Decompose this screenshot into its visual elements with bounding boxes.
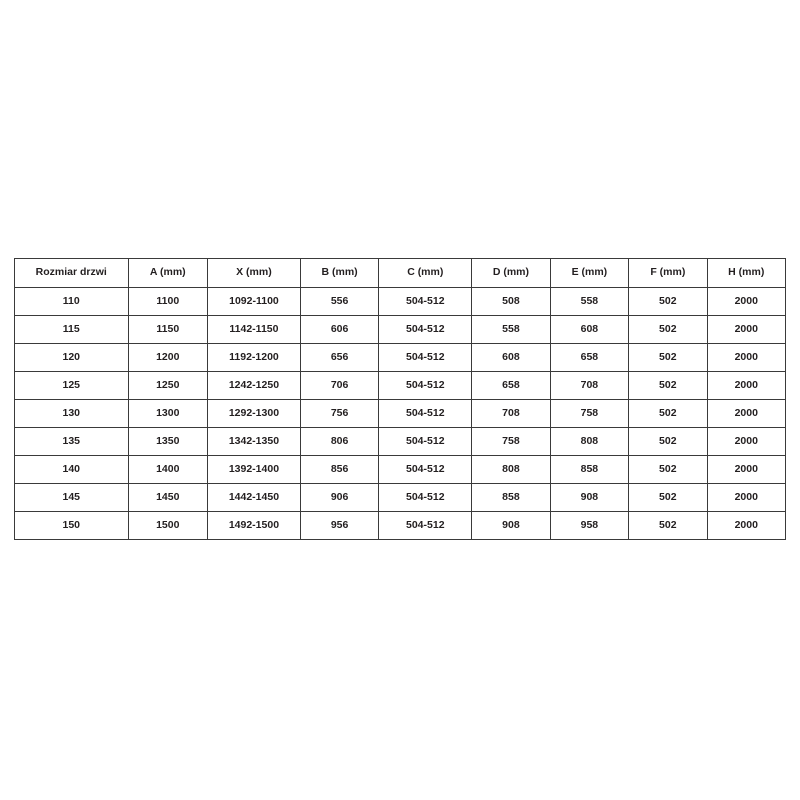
table-row [15,372,786,400]
cell-x: 1192-1200 [208,344,301,372]
cell-c: 504-512 [379,316,472,344]
cell-f: 502 [629,512,707,540]
cell-d: 858 [472,484,550,512]
table-row [15,316,786,344]
cell-a: 1400 [128,456,207,484]
cell-x: 1092-1100 [208,288,301,316]
cell-x: 1292-1300 [208,400,301,428]
cell-x: 1342-1350 [208,428,301,456]
cell-h: 2000 [707,512,785,540]
cell-c: 504-512 [379,456,472,484]
cell-c: 504-512 [379,484,472,512]
cell-x: 1142-1150 [208,316,301,344]
cell-h: 2000 [707,372,785,400]
cell-f: 502 [629,428,707,456]
cell-f: 502 [629,484,707,512]
cell-a: 1100 [128,288,207,316]
table-row [15,512,786,540]
table-row [15,344,786,372]
table-row [15,288,786,316]
cell-f: 502 [629,456,707,484]
cell-f: 502 [629,288,707,316]
cell-e: 708 [550,372,628,400]
cell-b: 906 [300,484,378,512]
cell-rozmiar-drzwi: 130 [15,400,129,428]
cell-rozmiar-drzwi: 110 [15,288,129,316]
column-header-e: E (mm) [550,259,628,288]
cell-e: 608 [550,316,628,344]
cell-h: 2000 [707,316,785,344]
table-row [15,400,786,428]
cell-a: 1450 [128,484,207,512]
cell-b: 856 [300,456,378,484]
cell-e: 558 [550,288,628,316]
column-header-d: D (mm) [472,259,550,288]
cell-h: 2000 [707,484,785,512]
cell-b: 556 [300,288,378,316]
cell-c: 504-512 [379,344,472,372]
cell-rozmiar-drzwi: 120 [15,344,129,372]
cell-e: 758 [550,400,628,428]
column-header-c: C (mm) [379,259,472,288]
cell-d: 708 [472,400,550,428]
cell-d: 508 [472,288,550,316]
cell-x: 1492-1500 [208,512,301,540]
cell-d: 908 [472,512,550,540]
cell-c: 504-512 [379,372,472,400]
specification-table-container [14,258,786,540]
cell-rozmiar-drzwi: 135 [15,428,129,456]
cell-h: 2000 [707,456,785,484]
cell-c: 504-512 [379,400,472,428]
cell-h: 2000 [707,428,785,456]
column-header-h: H (mm) [707,259,785,288]
cell-x: 1442-1450 [208,484,301,512]
cell-f: 502 [629,344,707,372]
cell-d: 558 [472,316,550,344]
cell-d: 658 [472,372,550,400]
column-header-x: X (mm) [208,259,301,288]
cell-a: 1200 [128,344,207,372]
cell-a: 1150 [128,316,207,344]
table-header-row [15,259,786,288]
cell-d: 608 [472,344,550,372]
cell-rozmiar-drzwi: 150 [15,512,129,540]
cell-b: 606 [300,316,378,344]
cell-e: 858 [550,456,628,484]
table-row [15,428,786,456]
cell-x: 1392-1400 [208,456,301,484]
cell-rozmiar-drzwi: 115 [15,316,129,344]
cell-d: 808 [472,456,550,484]
cell-f: 502 [629,400,707,428]
cell-f: 502 [629,372,707,400]
column-header-a: A (mm) [128,259,207,288]
cell-a: 1300 [128,400,207,428]
cell-h: 2000 [707,400,785,428]
cell-rozmiar-drzwi: 145 [15,484,129,512]
cell-d: 758 [472,428,550,456]
cell-c: 504-512 [379,512,472,540]
cell-h: 2000 [707,344,785,372]
column-header-f: F (mm) [629,259,707,288]
column-header-rozmiar-drzwi: Rozmiar drzwi [15,259,129,288]
cell-a: 1250 [128,372,207,400]
cell-c: 504-512 [379,288,472,316]
cell-b: 706 [300,372,378,400]
cell-e: 658 [550,344,628,372]
cell-x: 1242-1250 [208,372,301,400]
cell-e: 808 [550,428,628,456]
table-row [15,456,786,484]
cell-a: 1500 [128,512,207,540]
cell-a: 1350 [128,428,207,456]
cell-h: 2000 [707,288,785,316]
cell-c: 504-512 [379,428,472,456]
cell-e: 958 [550,512,628,540]
cell-b: 956 [300,512,378,540]
cell-rozmiar-drzwi: 140 [15,456,129,484]
table-row [15,484,786,512]
cell-b: 756 [300,400,378,428]
cell-b: 656 [300,344,378,372]
cell-f: 502 [629,316,707,344]
cell-e: 908 [550,484,628,512]
cell-rozmiar-drzwi: 125 [15,372,129,400]
column-header-b: B (mm) [300,259,378,288]
cell-b: 806 [300,428,378,456]
door-size-specification-table [14,258,786,540]
